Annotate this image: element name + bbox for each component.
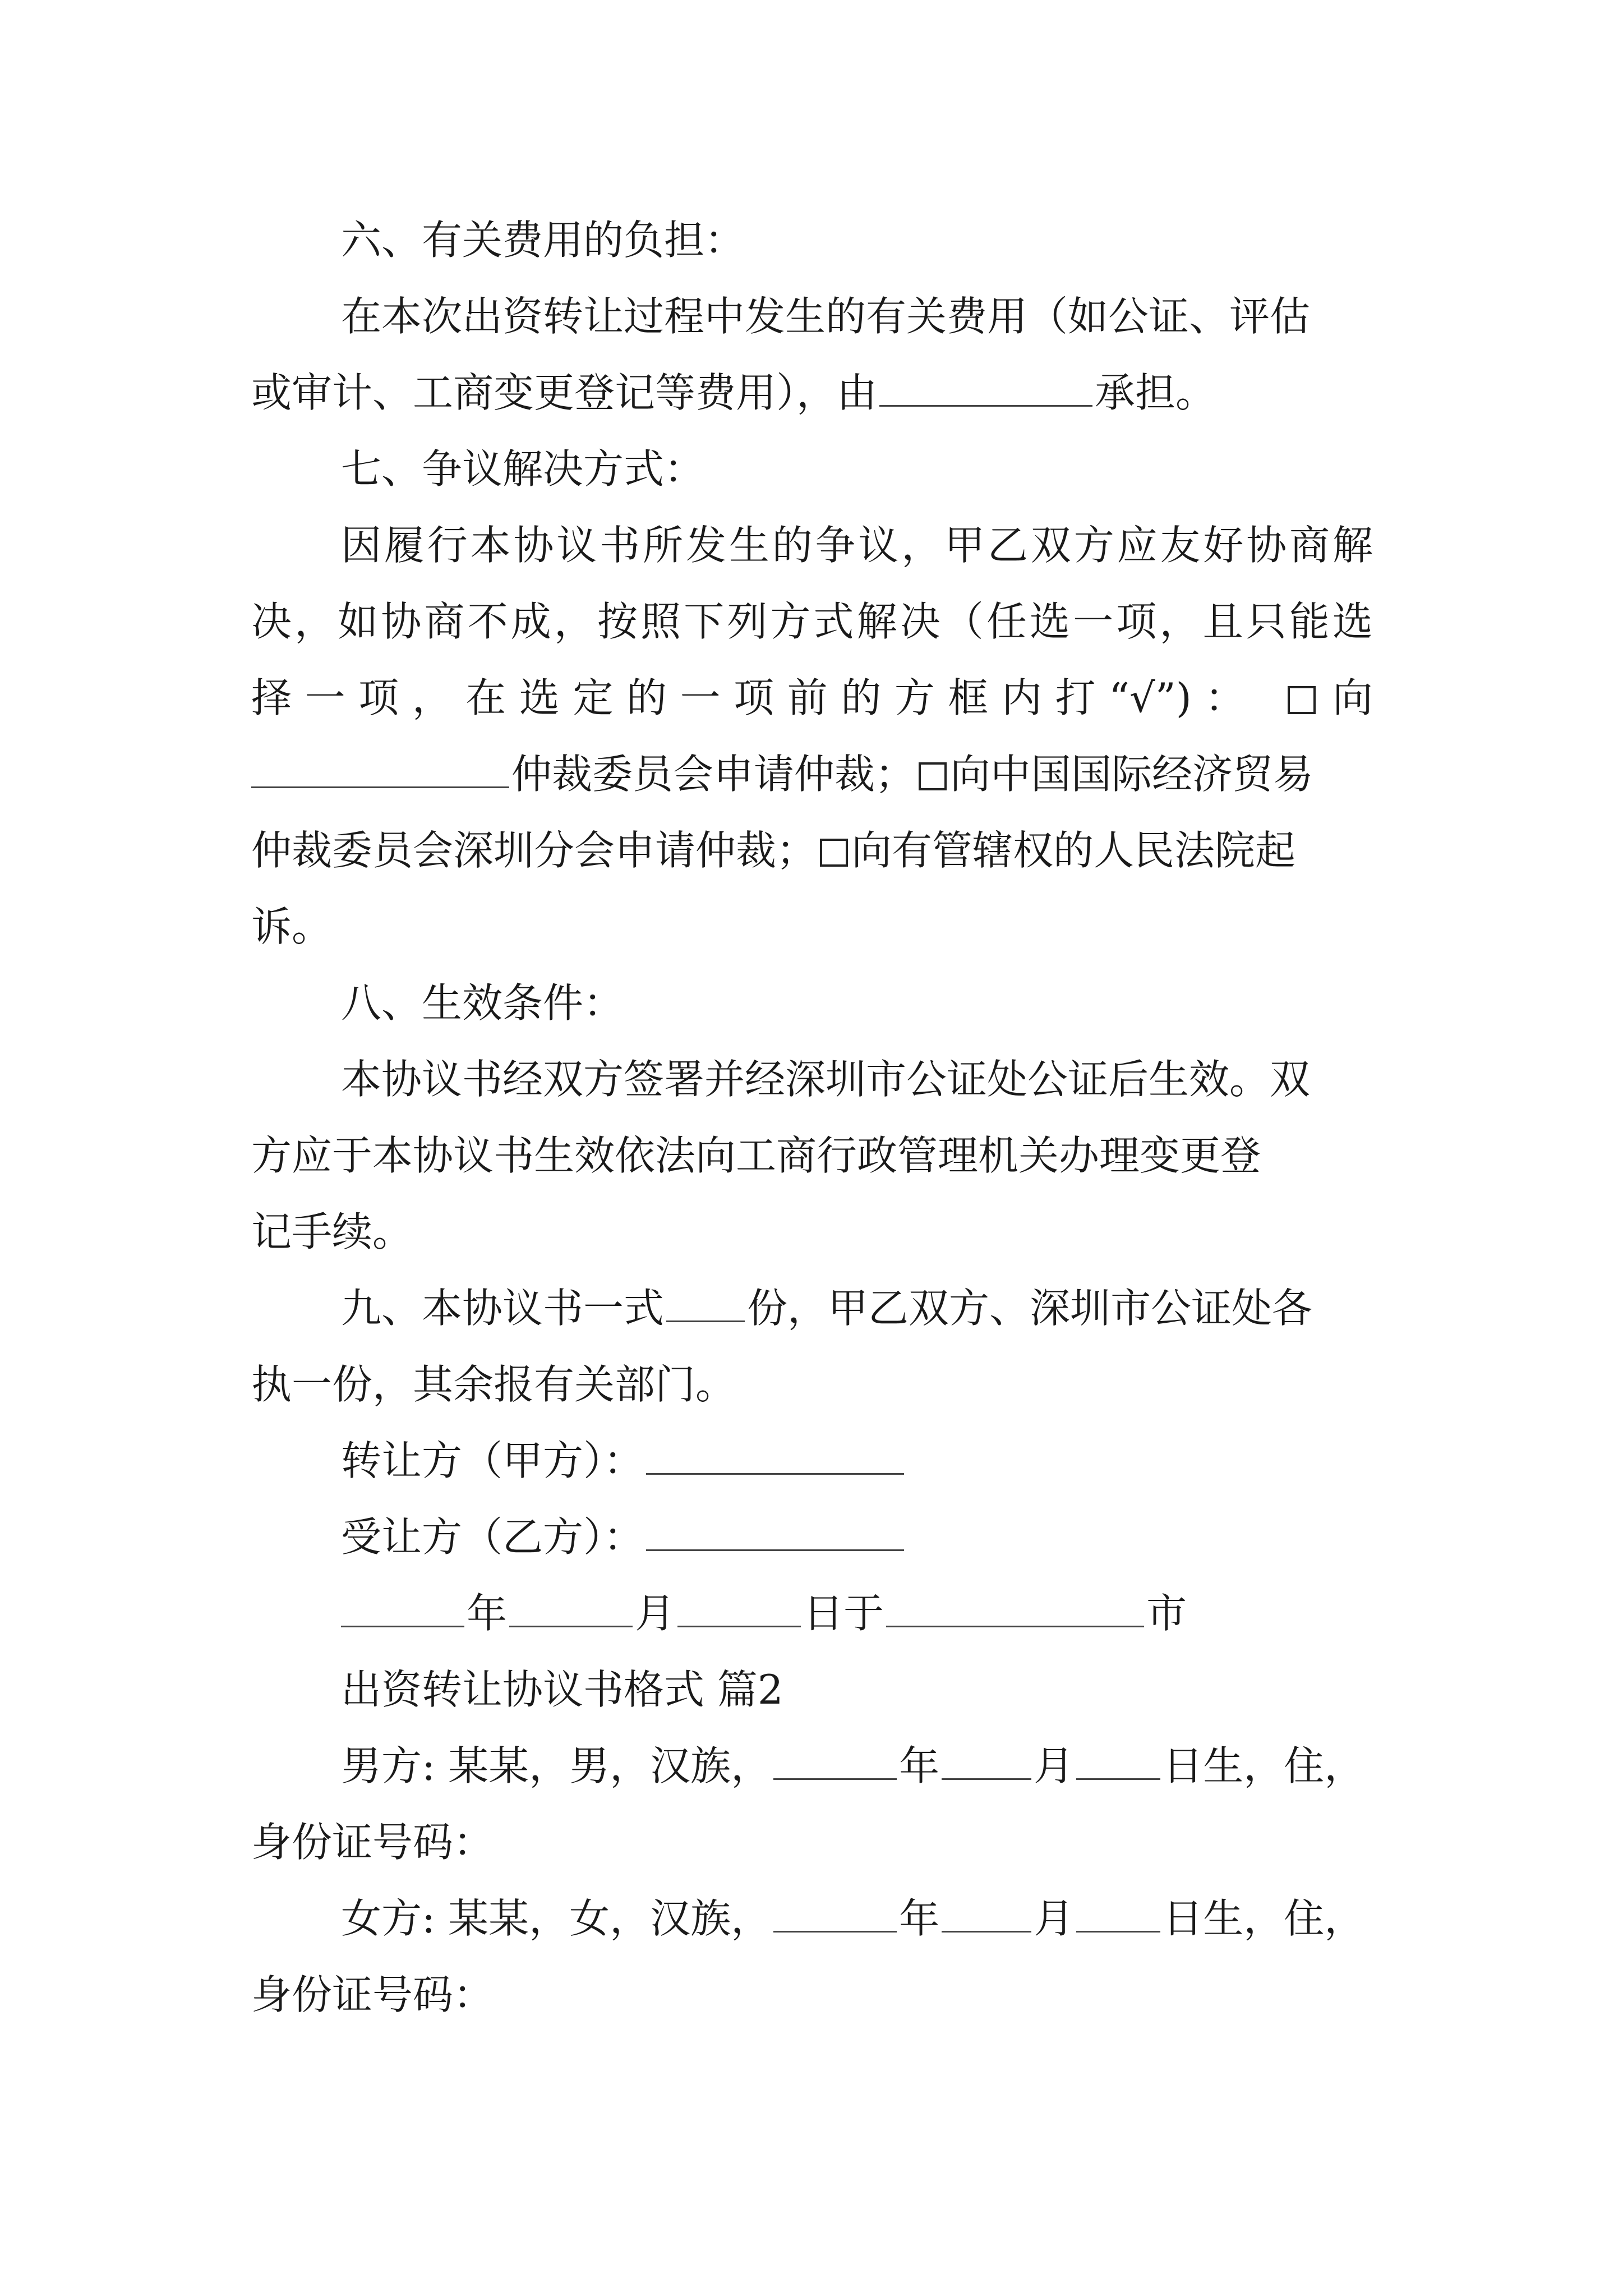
- transferee-label: 受让方（乙方）：: [341, 1513, 644, 1561]
- section-8-line-1: 本协议书经双方签署并经深圳市公证处公证后生效。双: [341, 1056, 1311, 1103]
- section-9-line-2: 执一份，其余报有关部门。: [251, 1361, 736, 1408]
- year-blank: [341, 1614, 464, 1627]
- transferee-line: [251, 1499, 1373, 1575]
- day-label: 日于: [803, 1590, 884, 1637]
- checkbox-option-2: [919, 762, 947, 790]
- section-7-line-3: [251, 660, 1373, 736]
- month-label: 月: [635, 1590, 676, 1637]
- transferor-line: [251, 1423, 1373, 1499]
- section-7-text: 向有管辖权的人民法院起: [851, 827, 1296, 874]
- male-month-blank: [942, 1767, 1031, 1780]
- section-7-text: 仲裁委员会申请仲裁；: [511, 751, 916, 798]
- city-blank: [886, 1614, 1144, 1627]
- section-8-line-3: 记手续。: [251, 1208, 413, 1255]
- male-month-label: 月: [1034, 1742, 1075, 1789]
- section-7-text-to: 向: [1319, 674, 1373, 721]
- section-8-title: 八、生效条件：: [341, 979, 624, 1027]
- female-year-blank: [773, 1920, 897, 1932]
- fee-payer-blank: [879, 394, 1092, 407]
- checkbox-option-1: [1288, 686, 1316, 714]
- female-party-text: 女方: 某某，女，汉族，: [341, 1895, 772, 1942]
- female-id-line: 身份证号码：: [251, 1971, 494, 2018]
- male-day-blank: [1076, 1767, 1160, 1780]
- section-8-line-2: 方应于本协议书生效依法向工商行政管理机关办理变更登: [251, 1132, 1261, 1179]
- section-7-line-1: 因履行本协议书所发生的争议，甲乙双方应友好协商解: [341, 522, 1373, 569]
- section-7-line-5: [251, 812, 1373, 889]
- transferor-label: 转让方（甲方）：: [341, 1437, 644, 1484]
- female-month-blank: [942, 1920, 1031, 1932]
- copies-blank: [666, 1309, 745, 1322]
- transferor-blank: [646, 1462, 904, 1475]
- section-9-text: 九、本协议书一式: [341, 1285, 665, 1332]
- month-blank: [509, 1614, 633, 1627]
- section-7-title: 七、争议解决方式：: [341, 445, 705, 493]
- section-7-line-4: [251, 736, 1373, 812]
- male-year-blank: [773, 1767, 897, 1780]
- section-7-line-6: 诉。: [251, 903, 333, 950]
- transferee-blank: [646, 1538, 904, 1551]
- section-7-text: 仲裁委员会深圳分会申请仲裁；: [251, 827, 817, 874]
- city-label: 市: [1146, 1590, 1187, 1637]
- heading-part-2: 出资转让协议书格式 篇2: [341, 1666, 783, 1713]
- arbitration-commission-blank: [251, 775, 509, 788]
- female-month-label: 月: [1034, 1895, 1075, 1942]
- section-9-text: 份，甲乙双方、深圳市公证处各: [747, 1285, 1313, 1332]
- section-6-text: 或审计、工商变更登记等费用），由: [251, 369, 878, 416]
- section-6-paragraph-line-1: 在本次出资转让过程中发生的有关费用（如公证、评估: [341, 293, 1311, 340]
- male-party-text-end: 日生，住，: [1163, 1742, 1365, 1789]
- male-party-text: 男方: 某某，男，汉族，: [341, 1742, 772, 1789]
- female-day-blank: [1076, 1920, 1160, 1932]
- section-7-line-2: 决，如协商不成，按照下列方式解决（任选一项，且只能选: [251, 598, 1373, 645]
- day-blank: [677, 1614, 801, 1627]
- male-id-line: 身份证号码：: [251, 1819, 494, 1866]
- document-page: [251, 202, 1373, 2033]
- section-7-text: 向中国国际经济贸易: [950, 751, 1314, 798]
- female-party-line: [251, 1880, 1373, 1957]
- female-party-text-end: 日生，住，: [1163, 1895, 1365, 1942]
- section-6-text-end: 承担。: [1095, 369, 1216, 416]
- male-year-label: 年: [899, 1742, 940, 1789]
- year-label: 年: [467, 1590, 508, 1637]
- section-6-title: 六、有关费用的负担：: [341, 217, 745, 264]
- section-7-text: 择一项，在选定的一项前的方框内打“√”)：: [251, 674, 1258, 721]
- signing-date-line: [251, 1575, 1373, 1651]
- section-6-paragraph-line-2: [251, 355, 1373, 431]
- female-year-label: 年: [899, 1895, 940, 1942]
- section-9-line-1: [251, 1270, 1373, 1346]
- male-party-line: [251, 1728, 1373, 1804]
- checkbox-option-3: [820, 839, 848, 867]
